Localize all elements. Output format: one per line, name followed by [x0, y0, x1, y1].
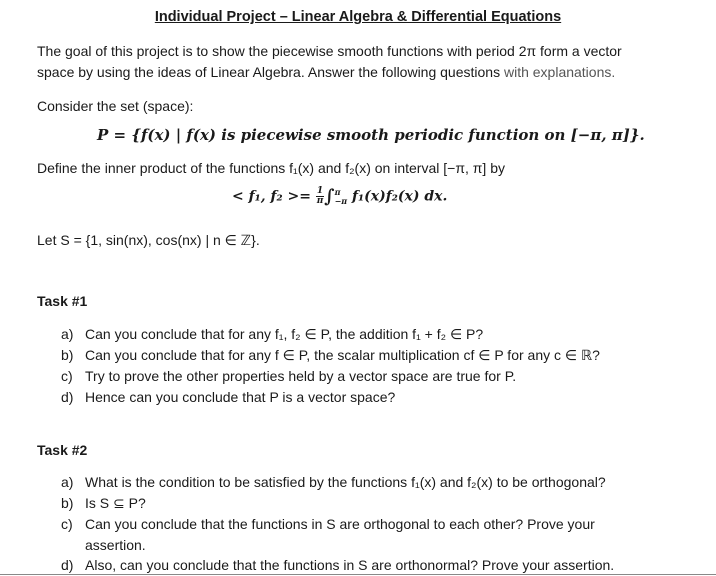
item-label: c) [61, 516, 73, 532]
item-text: Hence can you conclude that P is a vector space? [85, 389, 396, 405]
intro-line-2 [37, 62, 615, 82]
task2-item-d [61, 555, 614, 575]
item-label: c) [61, 368, 73, 384]
intro-line-1: The goal of this project is to show the piecewise smooth functions with period 2π form a vector [37, 43, 622, 59]
item-text: Is S ⊆ P? [85, 495, 146, 511]
inner-product-fraction [316, 187, 324, 206]
task1-item-d [61, 387, 395, 407]
task2-item-c-continued [61, 535, 146, 555]
task1-item-b [61, 345, 600, 365]
item-label: a) [61, 326, 74, 342]
task1-item-c [61, 366, 516, 386]
item-text: Can you conclude that for any f ∈ P, the scalar multiplication cf ∈ P for any c ∈ ℝ? [85, 347, 600, 363]
integral-limits [335, 188, 348, 206]
task2-item-c [61, 514, 595, 534]
inner-product-lhs: < f₁, f₂ >= [232, 188, 316, 205]
task1-heading: Task #1 [37, 293, 88, 309]
task2-item-a [61, 472, 606, 492]
item-label: d) [61, 389, 74, 405]
item-label: a) [61, 474, 74, 490]
document-title: Individual Project – Linear Algebra & Differential Equations [154, 9, 562, 25]
integral-lower-limit: −π [334, 195, 348, 206]
set-definition: P = {f(x) | f(x) is piecewise smooth periodic function on [−π, π]}. [97, 126, 645, 144]
task2-heading: Task #2 [37, 442, 88, 458]
item-text: Try to prove the other properties held by a vector space are true for P. [85, 368, 517, 384]
inner-product-integrand: f₁(x)f₂(x) dx. [352, 188, 448, 205]
task2-item-b [61, 493, 146, 513]
item-label: b) [61, 495, 74, 511]
intro-line-2-tail: with explanations. [503, 64, 616, 80]
item-text: Can you conclude that the functions in S are orthogonal to each other? Prove your [85, 516, 595, 532]
integral-upper-limit: π [334, 186, 341, 197]
item-text: Also, can you conclude that the functions in S are orthonormal? Prove your assertion. [85, 557, 615, 573]
item-label: d) [61, 557, 74, 573]
inner-product-formula [232, 186, 447, 207]
fraction-denominator: π [316, 196, 324, 206]
item-text: Can you conclude that for any f₁, f₂ ∈ P, the addition f₁ + f₂ ∈ P? [85, 326, 484, 342]
task1-item-a [61, 324, 483, 344]
item-text: What is the condition to be satisfied by the functions f₁(x) and f₂(x) to be orthogonal? [85, 474, 606, 490]
integral-sign-icon: ∫ [324, 186, 335, 207]
intro-line-2-text: space by using the ideas of Linear Algebra. Answer the following questions [37, 64, 504, 80]
item-label: b) [61, 347, 74, 363]
item-text: assertion. [85, 537, 146, 553]
consider-text: Consider the set (space): [37, 98, 194, 114]
fraction-numerator: 1 [316, 186, 324, 196]
define-text: Define the inner product of the functions f₁(x) and f₂(x) on interval [−π, π] by [37, 160, 505, 176]
set-s-definition: Let S = {1, sin(nx), cos(nx) | n ∈ ℤ}. [37, 232, 260, 248]
page-bottom-divider [0, 574, 716, 575]
